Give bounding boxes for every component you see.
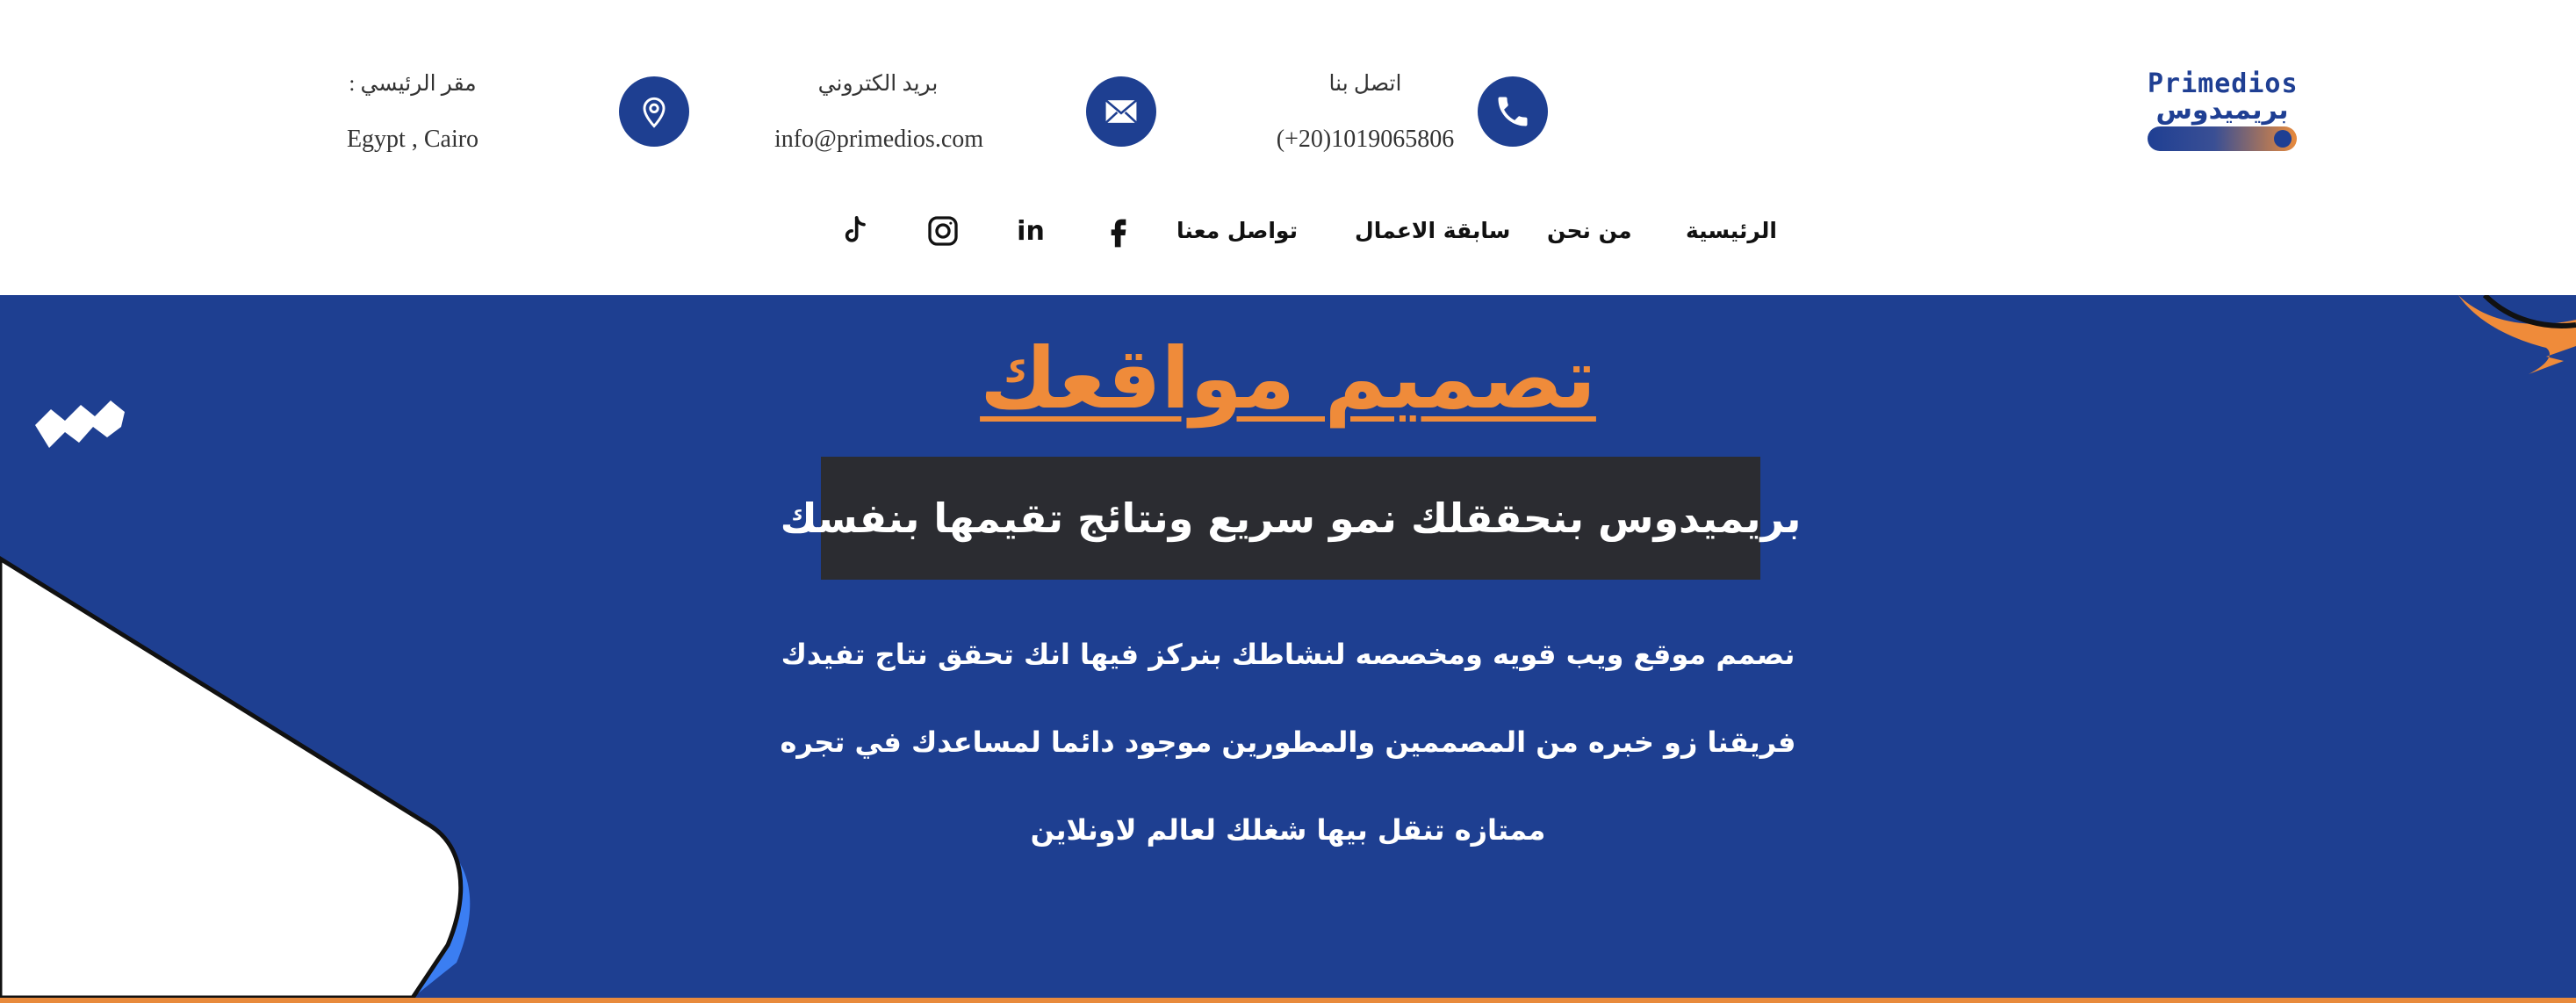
facebook-icon[interactable] (1098, 211, 1139, 251)
contact-address-label: مقر الرئيسي : (349, 72, 477, 96)
hero-subtitle-box (780, 457, 1802, 580)
tiktok-icon[interactable] (835, 211, 875, 251)
instagram-icon[interactable] (923, 211, 963, 251)
contact-address-value: Egypt , Cairo (346, 126, 479, 153)
nav-item-contact[interactable]: تواصل معنا (1176, 218, 1298, 243)
nav-item-portfolio[interactable]: سابقة الاعمال (1355, 218, 1511, 243)
contact-phone-label: اتصل بنا (1328, 72, 1402, 96)
hero-subtitle: بريميدوس بنحققلك نمو سريع ونتائج تقيمها بنفسك (780, 494, 1802, 542)
white-device-shape (0, 559, 461, 998)
orange-bubble-shape (2458, 295, 2576, 374)
mail-icon[interactable] (1086, 76, 1156, 147)
nav-item-home[interactable]: الرئيسية (1686, 218, 1777, 243)
nav-item-about[interactable]: من نحن (1547, 218, 1632, 243)
contact-email-label: بريد الكتروني (817, 72, 939, 96)
brand-logo[interactable] (2148, 69, 2297, 153)
logo-toggle-bar (2148, 126, 2297, 151)
hero-description-line-2: فريقنا زو خبره من المصممين والمطورين موجود دائما لمساعدك في تجره (780, 725, 1796, 759)
hero-description-line-3: ممتازه تنقل بيها شغلك لعالم لاونلاين (1030, 813, 1546, 847)
site-header (0, 0, 2576, 295)
hero-title: تصميم مواقعك (980, 329, 1596, 428)
logo-text-ar: بريميدوس (2155, 95, 2289, 126)
linkedin-icon[interactable]: in (1017, 215, 1045, 247)
hero-bottom-border (0, 998, 2576, 1003)
hero-description-line-1: نصمم موقع ويب قويه ومخصصه لنشاطك بنركز فيها انك تحقق نتاج تفيدك (781, 638, 1795, 671)
contact-phone-value[interactable]: (+20)1019065806 (1276, 126, 1455, 153)
hero-section (0, 295, 2576, 998)
location-pin-icon[interactable] (619, 76, 689, 147)
logo-toggle-dot (2274, 130, 2292, 148)
phone-icon[interactable] (1478, 76, 1548, 147)
logo-text-en: Primedios (2148, 69, 2299, 99)
contact-email-value[interactable]: info@primedios.com (774, 126, 984, 153)
zigzag-shape (35, 400, 125, 448)
